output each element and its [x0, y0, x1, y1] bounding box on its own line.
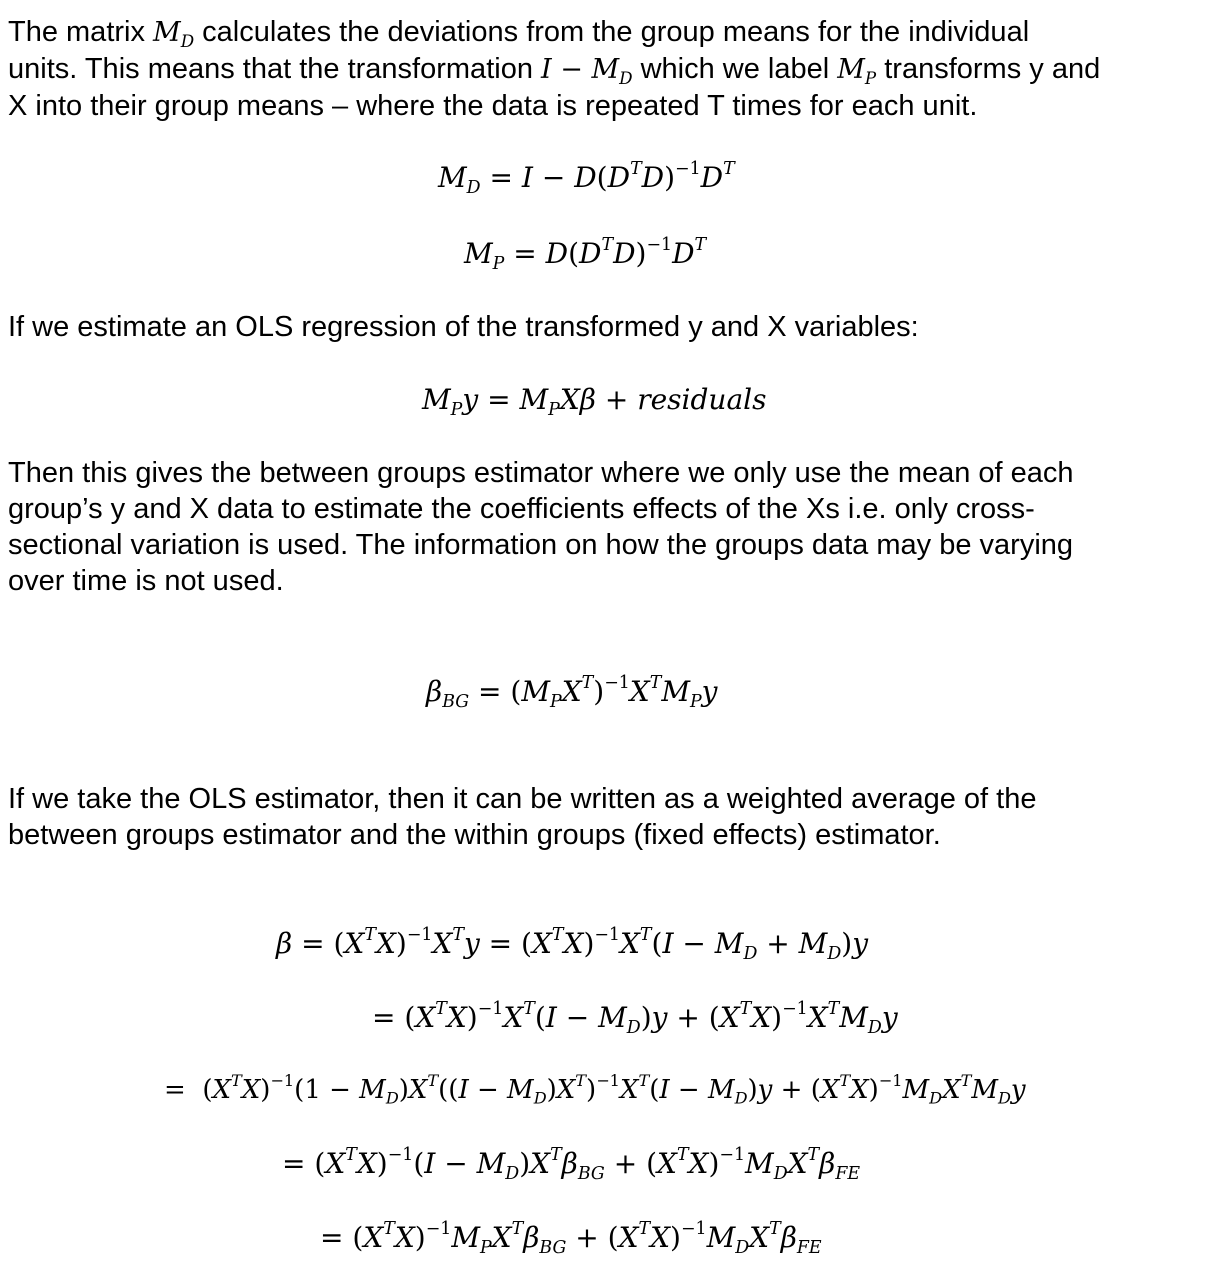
inline-math-i-minus-md: $I - M_D$ [541, 54, 633, 88]
intro-line-1: The matrix $M_D$ calculates the deviations from the group means for the individual [8, 16, 1030, 51]
equation-mp-definition: $M_P = D(D^TD)^{-1}D^T$ [464, 234, 707, 275]
inline-math-md: $M_D$ [153, 17, 195, 51]
equation-ols-line-2: = $(X^TX)^{-1}X^T(I - M_D)y + (X^TX)^{-1}X^TM_Dy$ [372, 998, 898, 1039]
intro-paragraph [8, 14, 1208, 124]
weighted-line-1: If we take the OLS estimator, then it can be written as a weighted average of the [8, 783, 1037, 815]
intro-line-2: units. This means that the transformation $I - M_D$ which we label $M_P$ transforms y and [8, 53, 1101, 88]
intro-line-3: X into their group means – where the data is repeated T times for each unit. [8, 90, 978, 122]
equation-beta-bg: $\beta_{BG} = (M_PX^T)^{-1}X^TM_Py$ [426, 672, 718, 713]
between-line-2: group’s y and X data to estimate the coefficients effects of the Xs i.e. only cross- [8, 493, 1035, 525]
equation-md-definition: $M_D = I - D(D^TD)^{-1}D^T$ [438, 158, 735, 199]
equation-ols-line-5: = $(X^TX)^{-1}M_PX^T\beta_{BG} + (X^TX)^{-1}M_DX^T\beta_{FE}$ [320, 1218, 822, 1259]
weighted-line-2: between groups estimator and the within groups (fixed effects) estimator. [8, 819, 941, 851]
equation-ols-line-3: = $(X^TX)^{-1}(1 - M_D)X^T((I - M_D)X^T)^{-1}X^T(I - M_D)y + (X^TX)^{-1}M_DX^TM_Dy$ [164, 1070, 1026, 1108]
inline-math-mp: $M_P$ [837, 54, 877, 88]
ols-intro-text: If we estimate an OLS regression of the transformed y and X variables: [8, 311, 919, 343]
equation-ols-line-4: = $(X^TX)^{-1}(I - M_D)X^T\beta_{BG} + (X^TX)^{-1}M_DX^T\beta_{FE}$ [282, 1144, 861, 1185]
between-line-4: over time is not used. [8, 565, 284, 597]
equation-regression: $M_Py = M_PX\beta$ + residuals [422, 383, 767, 421]
weighted-average-paragraph [8, 781, 1208, 853]
between-line-3: sectional variation is used. The information on how the groups data may be varying [8, 529, 1074, 561]
between-line-1: Then this gives the between groups estimator where we only use the mean of each [8, 457, 1074, 489]
equation-ols-line-1: $\beta = (X^TX)^{-1}X^Ty = (X^TX)^{-1}X^T(I - M_D + M_D)y$ [276, 924, 869, 965]
between-groups-paragraph [8, 455, 1208, 599]
